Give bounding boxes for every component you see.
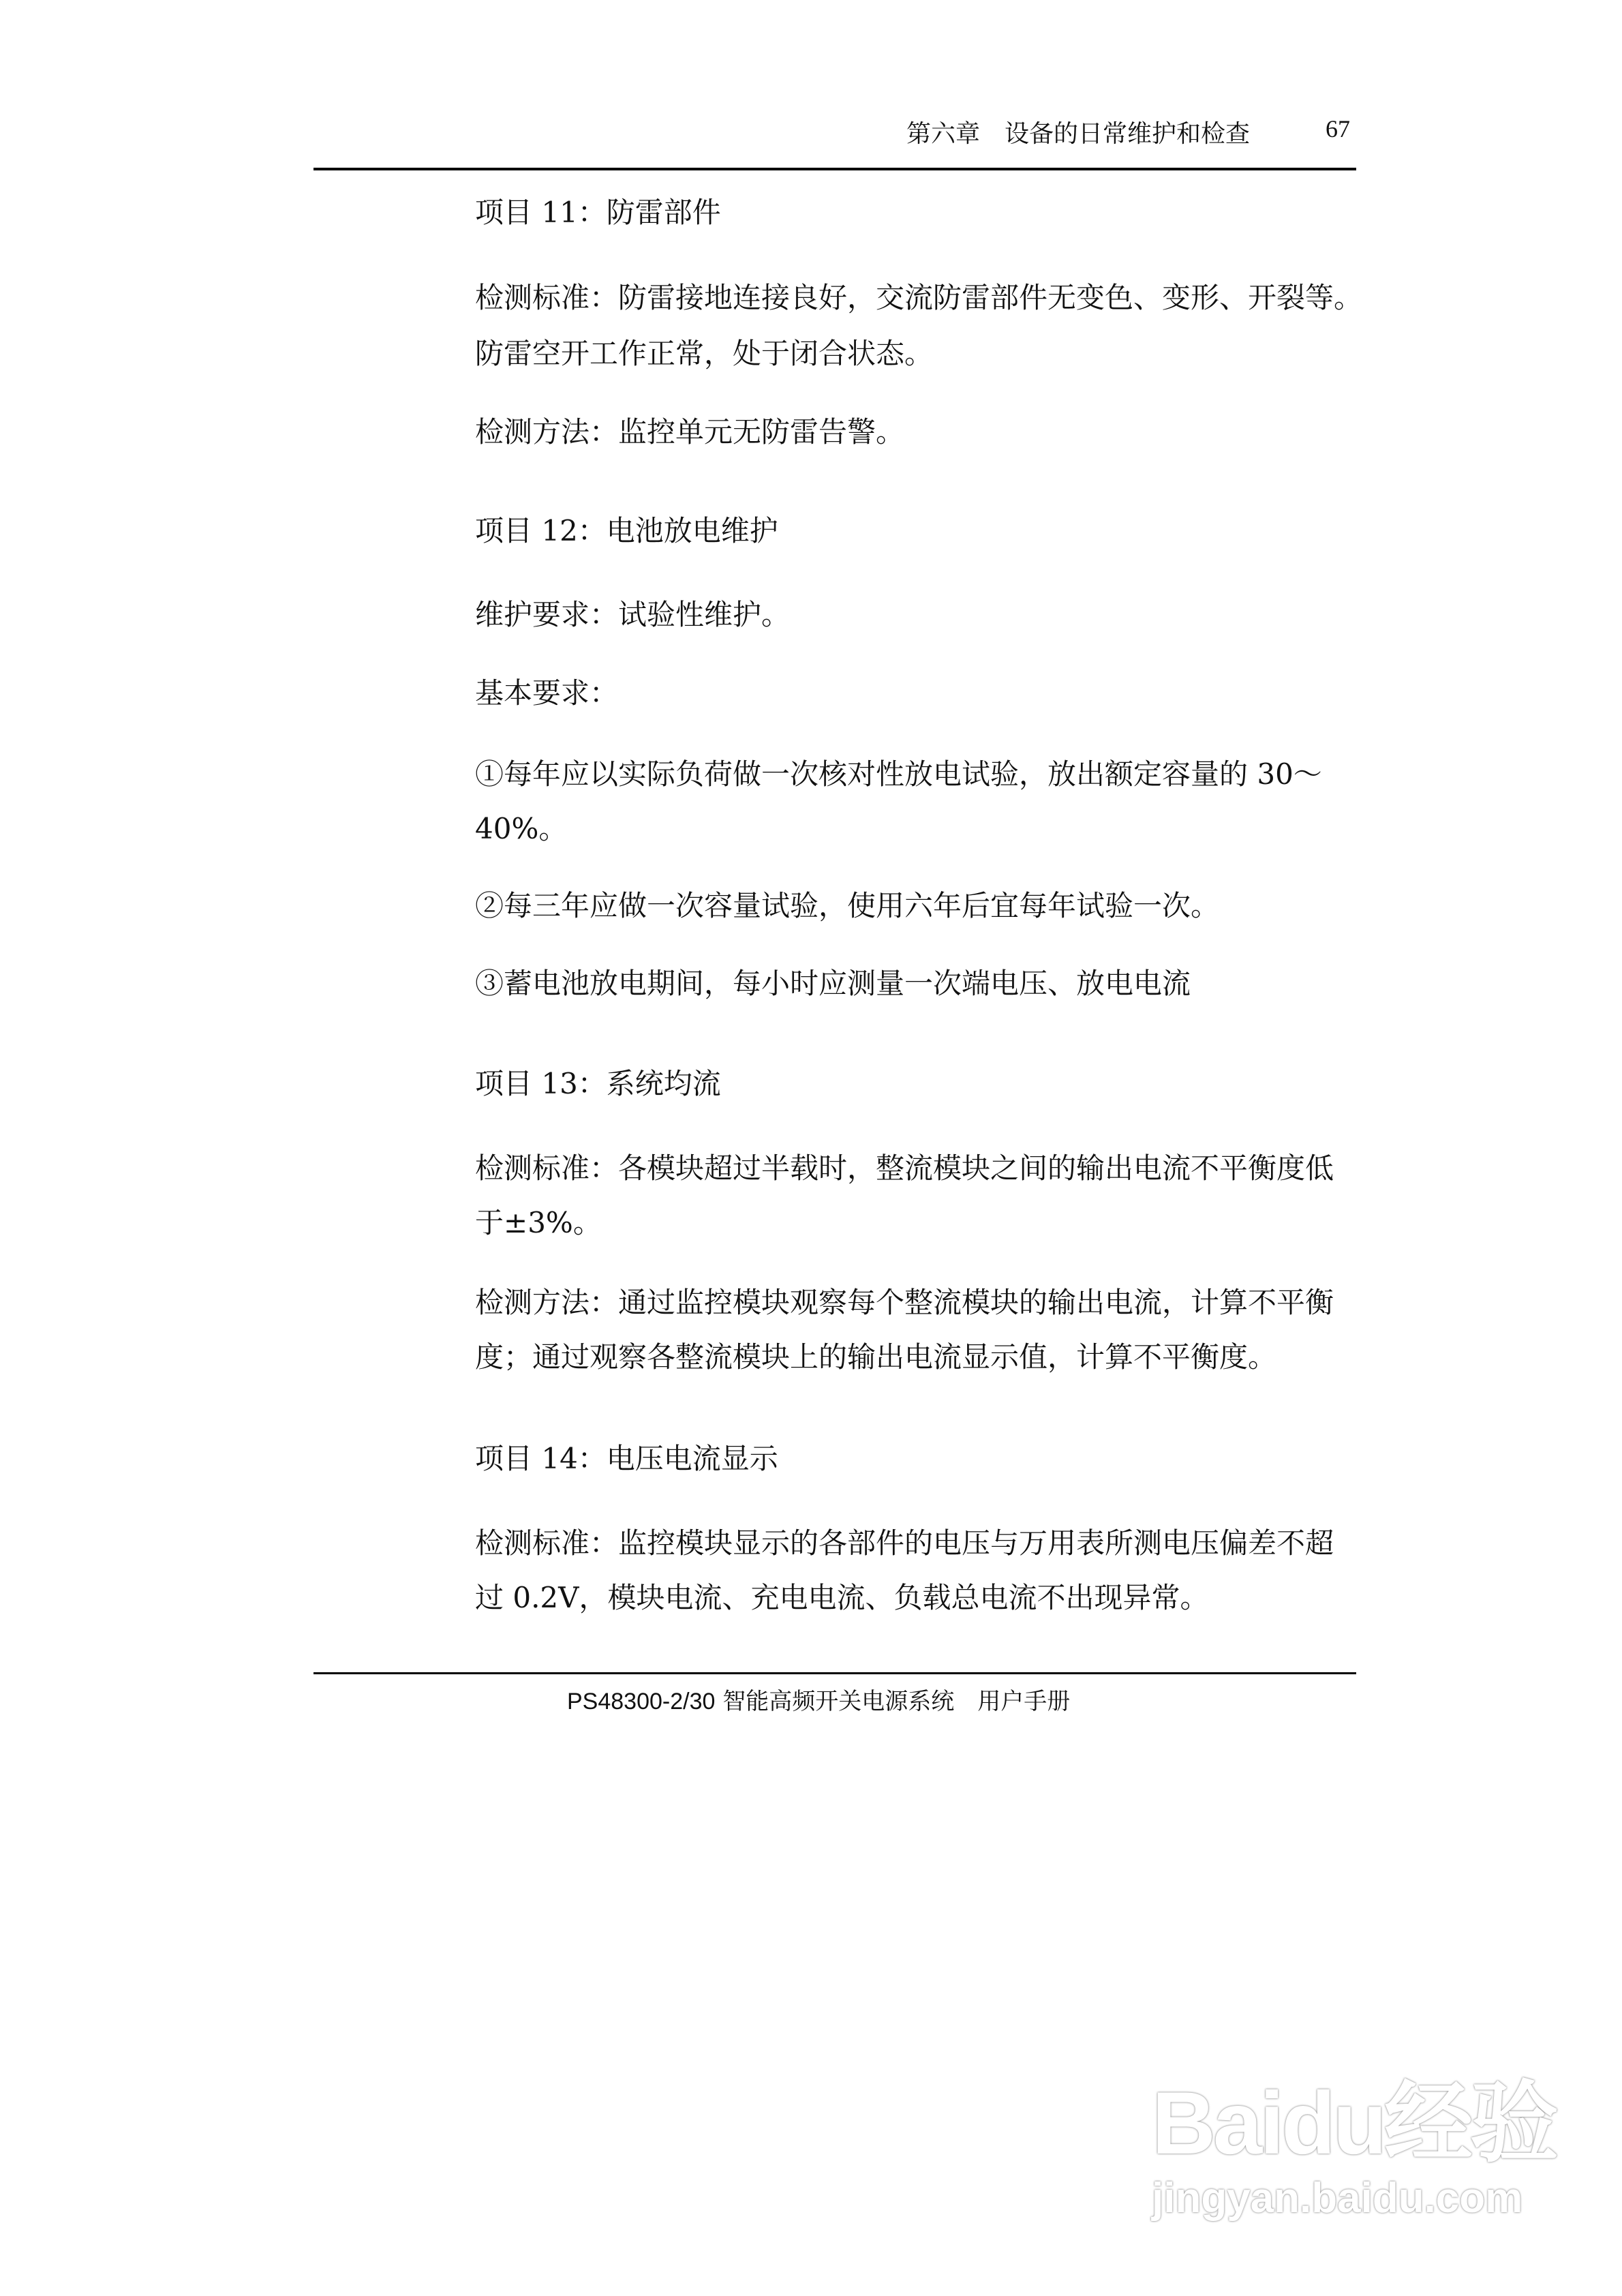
item-11-standard: 检测标准：防雷接地连接良好，交流防雷部件无变色、变形、开裂等。 xyxy=(475,281,1363,314)
baidu-watermark xyxy=(1152,2052,1556,2222)
item-13-method: 检测方法：通过监控模块观察每个整流模块的输出电流，计算不平衡 xyxy=(475,1286,1334,1319)
item-13-standard-cont: 于±3%。 xyxy=(475,1206,602,1239)
item-12-point-1-cont: 40%。 xyxy=(475,812,568,845)
footer-rule xyxy=(313,1672,1356,1674)
footer-model: PS48300-2/30 xyxy=(567,1689,716,1715)
item-13-heading: 项目 13：系统均流 xyxy=(475,1067,721,1100)
item-12-point-2: ②每三年应做一次容量试验，使用六年后宜每年试验一次。 xyxy=(475,889,1220,922)
item-12-point-3: ③蓄电池放电期间，每小时应测量一次端电压、放电电流 xyxy=(475,967,1191,1000)
item-11-heading: 项目 11：防雷部件 xyxy=(475,196,721,229)
page-number: 67 xyxy=(1326,115,1350,142)
item-12-point-1: ①每年应以实际负荷做一次核对性放电试验，放出额定容量的 30～ xyxy=(475,757,1322,791)
header-rule xyxy=(313,168,1356,170)
item-12-heading: 项目 12：电池放电维护 xyxy=(475,514,778,547)
item-11-method: 检测方法：监控单元无防雷告警。 xyxy=(475,415,905,449)
item-11-standard-cont: 防雷空开工作正常，处于闭合状态。 xyxy=(475,337,934,370)
watermark-logo: Baidu经验 xyxy=(1152,2073,1557,2173)
item-12-requirement: 维护要求：试验性维护。 xyxy=(475,598,791,631)
watermark-url: jingyan.baidu.com xyxy=(1152,2175,1523,2222)
item-13-standard: 检测标准：各模块超过半载时，整流模块之间的输出电流不平衡度低 xyxy=(475,1151,1334,1185)
item-12-basic: 基本要求： xyxy=(475,676,619,710)
chapter-header: 第六章 设备的日常维护和检查 xyxy=(906,120,1251,148)
item-14-heading: 项目 14：电压电流显示 xyxy=(475,1442,778,1475)
footer-title: 智能高频开关电源系统 用户手册 xyxy=(715,1688,1071,1715)
footer-text xyxy=(567,1682,1070,1716)
item-14-standard-cont: 过 0.2V，模块电流、充电电流、负载总电流不出现异常。 xyxy=(475,1581,1209,1614)
item-14-standard: 检测标准：监控模块显示的各部件的电压与万用表所测电压偏差不超 xyxy=(475,1526,1334,1560)
item-13-method-cont: 度；通过观察各整流模块上的输出电流显示值，计算不平衡度。 xyxy=(475,1340,1277,1374)
